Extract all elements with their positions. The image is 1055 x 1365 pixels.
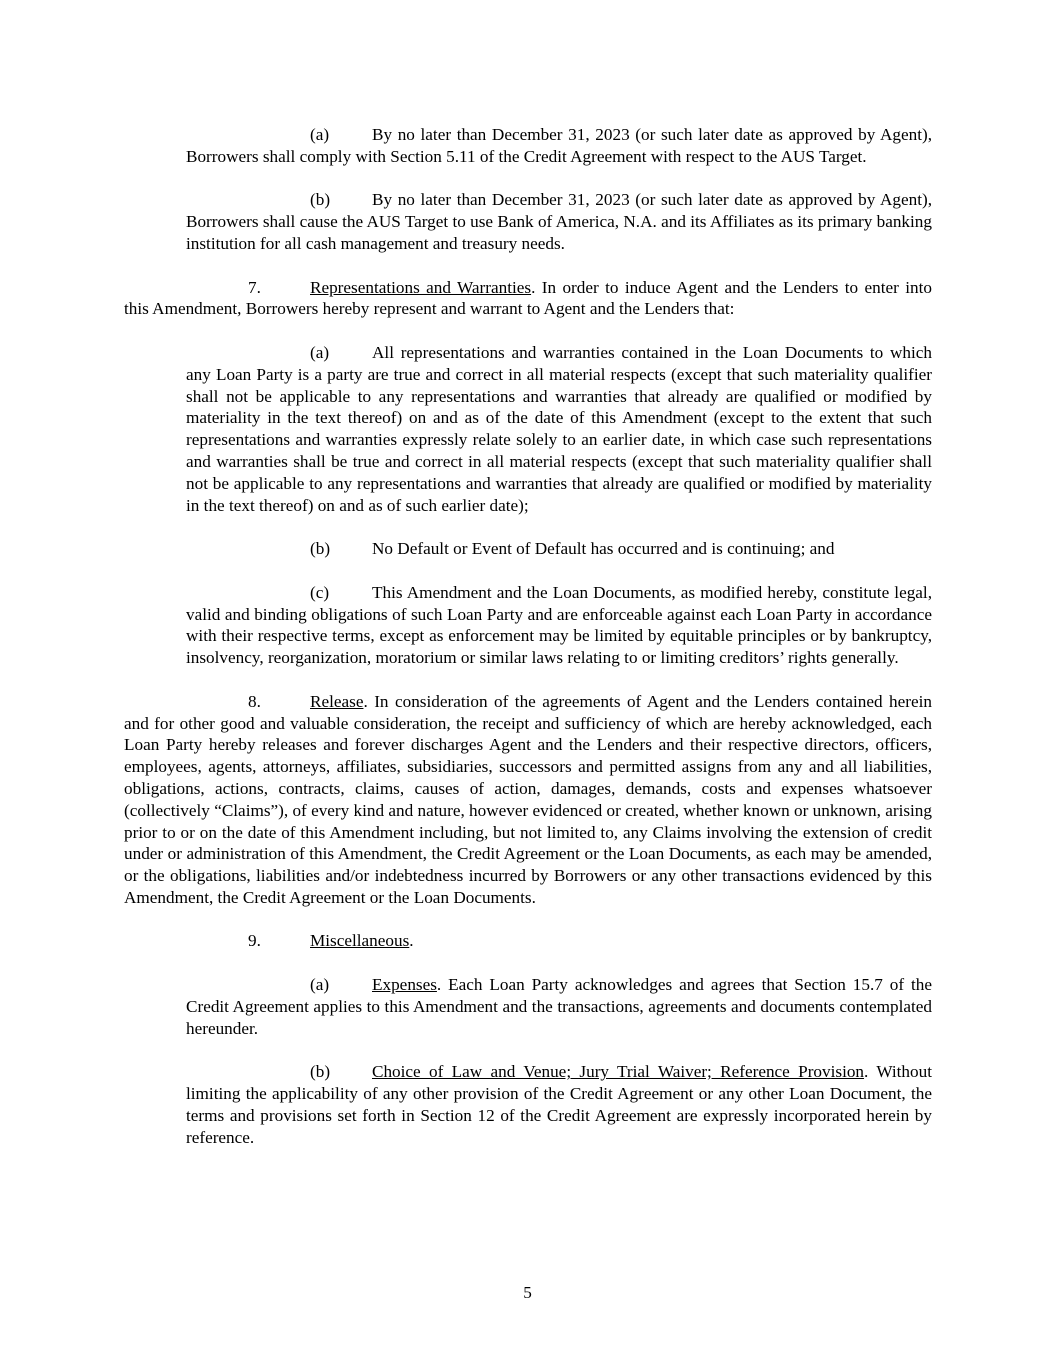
clause-label: (a) [310, 975, 330, 995]
section-number: 9. [248, 931, 261, 951]
section-period: . [409, 931, 414, 951]
clause-text: . Without limiting the applicability of any other provision of the Credit Agreement or any other Loan Document, the terms and provisions set forth in Section 12 of the Credit Agreement are expressly incorporated herein by reference. [186, 1062, 932, 1147]
clause-heading: Choice of Law and Venue; Jury Trial Waiver; Reference Provision [372, 1062, 865, 1082]
clause-label: (a) [310, 125, 330, 144]
clause-text: No Default or Event of Default has occurred and is continuing; and [372, 539, 835, 559]
clause-label: (c) [310, 582, 330, 602]
paragraph-6a [186, 124, 932, 168]
paragraph-9a [186, 974, 932, 1039]
clause-text: All representations and warranties contained in the Loan Documents to which any Loan Party is a party are true and correct in all material respects (except that such materiality qualifier shall not be applicable to any representations and warranties that already are qualified or modified by materiality in the text thereof) on and as of the date of this Amendment (except to the extent that such representations and warranties expressly relate solely to an earlier date, in which case such representations and warranties shall be true and correct in all material respects (except that such materiality qualifier shall not be applicable to any representations and warranties that already are qualified or modified by materiality in the text thereof) on and as of such earlier date); [186, 342, 932, 515]
paragraph-9b [186, 1061, 932, 1148]
section-text: . In order to induce Agent and the Lenders to enter into this Amendment, Borrowers hereby represent and warrant to Agent and the Lenders that: [124, 277, 932, 319]
section-heading: Release [310, 691, 364, 711]
paragraph-7a [186, 342, 932, 516]
section-text: . In consideration of the agreements of Agent and the Lenders contained herein and for other good and valuable consideration, the receipt and sufficiency of which are hereby acknowledged, each Loan Party hereby releases and forever discharges Agent and the Lenders and their respective directors, officers, employees, agents, attorneys, affiliates, subsidiaries, successors and permitted assigns from any and all liabilities, obligations, actions, contracts, claims, causes of action, damages, demands, costs and expenses whatsoever (collectively “Claims”), of every kind and nature, however evidenced or created, whether known or unknown, arising prior to or on the date of this Amendment including, but not limited to, any Claims involving the extension of credit under or administration of this Amendment, the Credit Agreement or the Loan Documents, as each may be amended, or the obligations, liabilities and/or indebtedness incurred by Borrowers or any other transactions evidenced by this Amendment, the Credit Agreement or the Loan Documents. [124, 691, 932, 907]
paragraph-7c [186, 582, 932, 669]
clause-label: (b) [310, 190, 331, 210]
paragraph-6b [186, 189, 932, 254]
section-number: 7. [248, 277, 261, 297]
clause-heading: Expenses [372, 975, 437, 995]
section-heading: Representations and Warranties [310, 277, 532, 297]
section-heading: Miscellaneous [310, 931, 410, 951]
clause-label: (b) [310, 539, 331, 559]
clause-text: This Amendment and the Loan Documents, as modified hereby, constitute legal, valid and binding obligations of such Loan Party and are enforceable against each Loan Party in accordance with their respective terms, except as enforcement may be limited by equitable principles or by bankruptcy, insolvency, reorganization, moratorium or similar laws relating to or limiting creditors’ rights generally. [186, 582, 932, 668]
clause-text: . Each Loan Party acknowledges and agrees that Section 15.7 of the Credit Agreement applies to this Amendment and the transactions, agreements and documents contemplated hereunder. [186, 975, 932, 1038]
clause-label: (a) [310, 342, 330, 362]
paragraph-7b [186, 538, 932, 560]
document-page [124, 124, 932, 1170]
section-7 [124, 277, 932, 321]
clause-label: (b) [310, 1062, 331, 1082]
section-9 [248, 930, 932, 952]
clause-text: By no later than December 31, 2023 (or such later date as approved by Agent), Borrowers shall cause the AUS Target to use Bank of America, N.A. and its Affiliates as its primary banking institution for all cash management and treasury needs. [186, 190, 932, 253]
section-number: 8. [248, 691, 261, 711]
section-8 [124, 691, 932, 909]
clause-text: By no later than December 31, 2023 (or such later date as approved by Agent), Borrowers shall comply with Section 5.11 of the Credit Agreement with respect to the AUS Target. [186, 125, 932, 166]
page-number: 5 [523, 1283, 532, 1302]
